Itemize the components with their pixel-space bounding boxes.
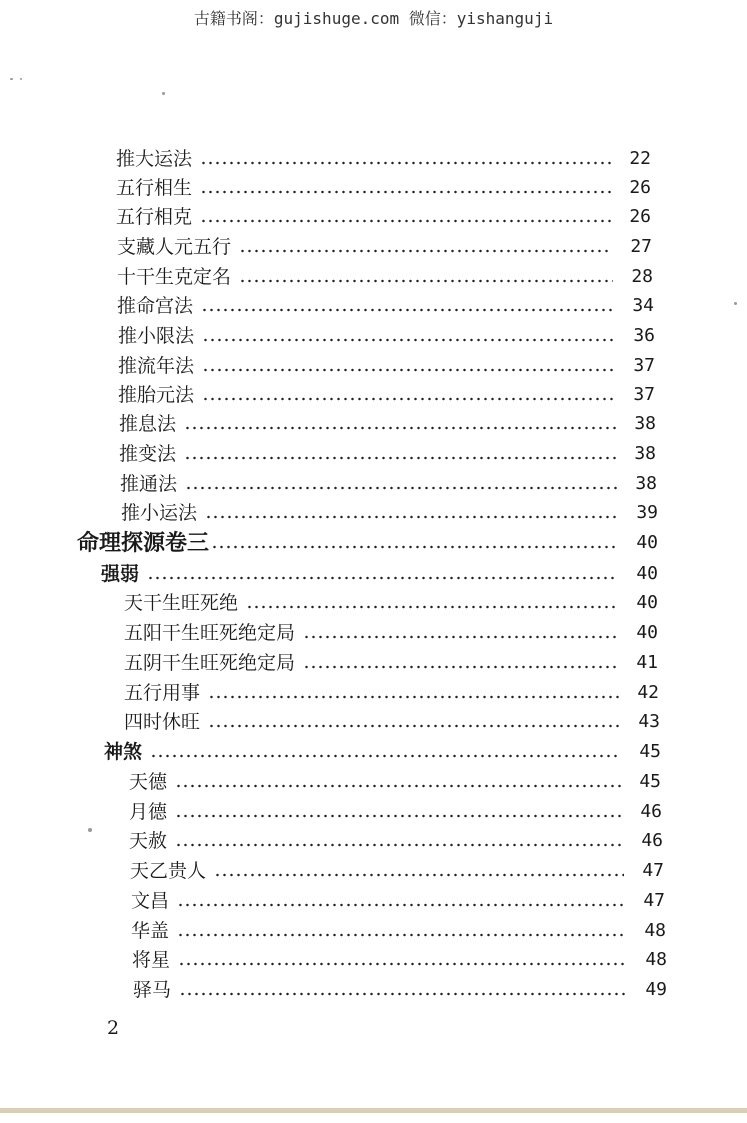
toc-entry-title: 推变法 — [119, 443, 177, 465]
toc-entry — [118, 351, 655, 377]
toc-entry — [133, 975, 667, 1001]
leader-dots — [200, 219, 611, 223]
toc-entry — [131, 886, 665, 912]
toc-entry-page: 40 — [636, 592, 658, 613]
leader-dots — [150, 754, 621, 758]
toc-entry-page: 40 — [636, 532, 658, 553]
leader-dots — [211, 545, 618, 549]
toc-entry-title: 推命宫法 — [117, 295, 194, 317]
toc-entry-title: 五阳干生旺死绝定局 — [124, 622, 296, 644]
toc-entry — [118, 321, 655, 347]
toc-entry — [121, 498, 658, 524]
toc-entry-page: 36 — [633, 325, 655, 346]
toc-entry-page: 37 — [633, 384, 655, 405]
toc-entry-page: 42 — [637, 682, 659, 703]
toc-entry-title: 推小运法 — [121, 502, 198, 524]
scan-speck — [162, 92, 165, 95]
toc-entry-title: 驿马 — [133, 979, 172, 1001]
toc-entry-title: 推胎元法 — [118, 384, 195, 406]
toc-entry-title: 五行用事 — [124, 682, 201, 704]
toc-entry-title: 推大运法 — [116, 148, 193, 170]
toc-entry-title: 神煞 — [104, 741, 143, 763]
leader-dots — [147, 576, 618, 580]
leader-dots — [185, 486, 617, 490]
leader-dots — [202, 368, 615, 372]
toc-entry — [130, 856, 664, 882]
leader-dots — [202, 397, 615, 401]
leader-dots — [208, 695, 619, 699]
toc-entry-page: 45 — [639, 741, 661, 762]
leader-dots — [175, 843, 623, 847]
toc-entry-page: 43 — [638, 711, 660, 732]
toc-entry — [129, 797, 662, 823]
toc-entry — [124, 707, 660, 733]
toc-entry — [119, 439, 656, 465]
toc-entry-title: 文昌 — [131, 890, 170, 912]
leader-dots — [177, 903, 625, 907]
toc-entry-title: 推息法 — [119, 413, 177, 435]
toc-entry-page: 34 — [632, 295, 654, 316]
leader-dots — [175, 814, 622, 818]
leader-dots — [177, 933, 626, 937]
toc-entry-page: 38 — [634, 413, 656, 434]
leader-dots — [184, 456, 616, 460]
toc-entry — [131, 916, 666, 942]
toc-entry-page: 40 — [636, 563, 658, 584]
toc-entry-page: 49 — [645, 979, 667, 1000]
toc-entry-title: 月德 — [129, 801, 168, 823]
toc-chapter — [104, 737, 661, 763]
toc-entry — [119, 409, 656, 435]
leader-dots — [214, 873, 624, 877]
watermark-header: 古籍书阁：gujishuge.com 微信：yishanguji — [193, 9, 554, 28]
toc-entry-title: 命理探源卷三 — [77, 530, 210, 556]
leader-dots — [205, 515, 618, 519]
toc-entry-page: 46 — [641, 830, 663, 851]
toc-entry-page: 47 — [642, 860, 664, 881]
toc-entry-page: 48 — [644, 920, 666, 941]
leader-dots — [179, 992, 627, 996]
toc-entry-title: 推通法 — [120, 473, 178, 495]
toc-entry — [129, 767, 661, 793]
leader-dots — [200, 161, 611, 165]
toc-entry-title: 十干生克定名 — [117, 266, 232, 288]
leader-dots — [202, 338, 615, 342]
toc-entry — [124, 678, 659, 704]
toc-entry — [117, 262, 653, 288]
leader-dots — [201, 308, 614, 312]
toc-entry-page: 45 — [639, 771, 661, 792]
toc-entry — [132, 945, 667, 971]
toc-entry-title: 天德 — [129, 771, 168, 793]
toc-entry-title: 天乙贵人 — [130, 860, 207, 882]
leader-dots — [239, 279, 613, 283]
toc-entry-title: 五行相生 — [116, 177, 193, 199]
toc-entry — [124, 648, 658, 674]
scan-speck — [88, 828, 92, 832]
toc-volume-heading — [77, 528, 658, 554]
toc-entry — [116, 144, 651, 170]
toc-entry — [116, 173, 651, 199]
toc-entry-page: 38 — [635, 473, 657, 494]
scan-speck — [20, 78, 22, 80]
leader-dots — [303, 665, 618, 669]
leader-dots — [303, 635, 618, 639]
toc-entry-page: 37 — [633, 355, 655, 376]
toc-entry-title: 推流年法 — [118, 355, 195, 377]
scan-speck — [734, 302, 737, 305]
toc-entry-page: 38 — [634, 443, 656, 464]
toc-entry-page: 26 — [629, 177, 651, 198]
toc-entry-title: 强弱 — [101, 563, 140, 585]
toc-entry-title: 五行相克 — [116, 206, 193, 228]
leader-dots — [200, 190, 611, 194]
toc-entry-title: 将星 — [132, 949, 171, 971]
leader-dots — [239, 249, 612, 253]
leader-dots — [246, 605, 618, 609]
leader-dots — [208, 724, 620, 728]
toc-entry — [116, 202, 651, 228]
toc-entry — [120, 469, 657, 495]
toc-chapter — [101, 559, 658, 585]
toc-entry-page: 40 — [636, 622, 658, 643]
toc-entry-title: 华盖 — [131, 920, 170, 942]
toc-entry-title: 天干生旺死绝 — [124, 592, 239, 614]
toc-entry — [129, 826, 663, 852]
scan-speck — [10, 78, 13, 80]
toc-entry — [124, 618, 658, 644]
toc-entry-page: 27 — [630, 236, 652, 257]
toc-entry-page: 46 — [640, 801, 662, 822]
toc-entry-page: 48 — [645, 949, 667, 970]
toc-entry-page: 26 — [629, 206, 651, 227]
toc-entry-page: 47 — [643, 890, 665, 911]
toc-entry — [118, 380, 655, 406]
scan-edge-band — [0, 1108, 747, 1113]
toc-entry — [124, 588, 658, 614]
page-number: 2 — [107, 1017, 120, 1039]
toc-entry-page: 41 — [636, 652, 658, 673]
toc-entry-title: 四时休旺 — [124, 711, 201, 733]
toc-entry-title: 推小限法 — [118, 325, 195, 347]
toc-entry-page: 22 — [629, 148, 651, 169]
leader-dots — [178, 962, 627, 966]
toc-entry-page: 28 — [631, 266, 653, 287]
leader-dots — [184, 426, 616, 430]
toc-entry — [117, 291, 654, 317]
leader-dots — [175, 784, 621, 788]
toc-entry-title: 五阴干生旺死绝定局 — [124, 652, 296, 674]
toc-entry — [117, 232, 652, 258]
toc-entry-title: 天赦 — [129, 830, 168, 852]
toc-entry-page: 39 — [636, 502, 658, 523]
toc-entry-title: 支藏人元五行 — [117, 236, 232, 258]
